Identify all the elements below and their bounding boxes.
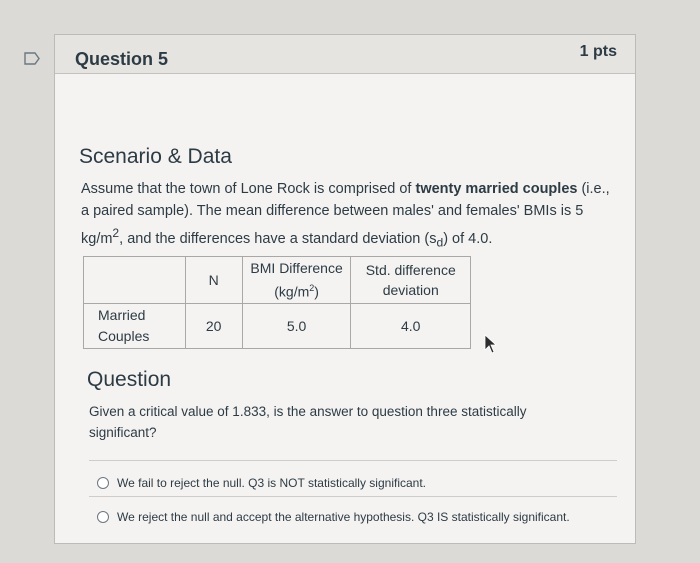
table-header-empty — [84, 257, 186, 304]
table-header-n: N — [185, 257, 242, 304]
answer-option-1[interactable] — [97, 476, 426, 490]
question-title: Question 5 — [75, 49, 169, 69]
answer-label: We reject the null and accept the alternative hypothesis. Q3 IS statistically significant. — [117, 510, 570, 524]
question-header — [55, 35, 635, 74]
bookmark-flag-icon[interactable] — [24, 52, 40, 65]
answer-divider — [89, 496, 617, 497]
table-cell-std: 4.0 — [351, 304, 471, 349]
question-prompt: Given a critical value of 1.833, is the answer to question three statistically significant? — [89, 404, 527, 440]
table-header-row — [84, 257, 471, 304]
radio-button[interactable] — [97, 477, 109, 489]
question-card — [54, 34, 636, 544]
mouse-pointer-icon — [484, 334, 498, 354]
data-table — [83, 256, 471, 349]
table-cell-n: 20 — [185, 304, 242, 349]
table-header-bmi: BMI Difference $(kg/m^2)$ — [242, 257, 351, 304]
table-cell-bmi: 5.0 — [242, 304, 351, 349]
scenario-heading: Scenario & Data — [79, 145, 232, 168]
question-points: 1 pts — [579, 43, 617, 60]
table-row — [84, 304, 471, 349]
answer-label: We fail to reject the null. Q3 is NOT statistically significant. — [117, 476, 427, 490]
answer-option-2[interactable] — [97, 510, 570, 524]
answers-divider — [89, 460, 617, 461]
table-header-std: Std. difference deviation — [351, 257, 471, 304]
question-heading: Question — [87, 368, 172, 391]
scenario-text: Assume that the town of Lone Rock is comprised of twenty married couples (i.e., a paired sample). The mean difference between males' and females' BMIs is 5 $kg/m^2$, and the differences have a standard deviation $(s_d)$ of 4.0. — [81, 181, 610, 250]
scenario-bold: twenty married couples — [415, 181, 578, 197]
table-row-label: Married Couples — [84, 304, 186, 349]
radio-button[interactable] — [97, 511, 109, 523]
